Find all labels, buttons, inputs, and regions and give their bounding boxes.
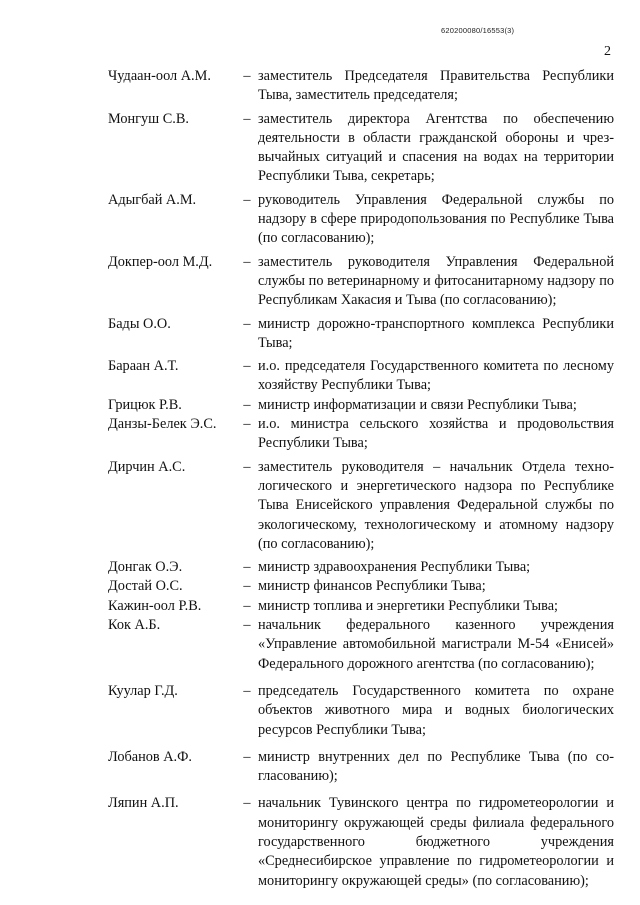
list-item [108, 577, 614, 596]
member-name: Кок А.Б. [108, 617, 161, 634]
member-name: Адыгбай А.М. [108, 191, 197, 208]
list-item [108, 458, 614, 554]
list-item [108, 396, 614, 415]
separator-dash: – [243, 68, 251, 84]
member-role: министр топлива и энергетики Республики Тыва; [258, 597, 559, 614]
members-list [108, 67, 614, 891]
member-name: Куулар Г.Д. [108, 682, 178, 699]
separator-dash: – [243, 358, 251, 375]
member-role: министр внутренних дел по Республике Тыва (по согласованию); [258, 748, 614, 785]
member-role: заместитель руководителя Управления Федеральной службы по ветеринарному и фитосанитарному надзору по Республикам Хакасия и Тыва (по согласованию); [258, 253, 614, 309]
separator-dash: – [243, 682, 251, 699]
member-name: Лобанов А.Ф. [108, 748, 193, 765]
list-item [108, 357, 614, 396]
list-item [108, 682, 614, 740]
separator-dash: – [243, 748, 251, 765]
separator-dash: – [243, 597, 251, 614]
member-role: председатель Государственного комитета по охране объектов животного мира и водных биологических ресурсов Республики Тыва; [258, 682, 614, 738]
member-role: и.о. председателя Государственного комитета по лесному хозяйству Республики Тыва; [258, 358, 614, 394]
member-role: министр информатизации и связи Республики Тыва; [258, 396, 577, 413]
member-role: и.о. министра сельского хозяйства и продовольствия Республики Тыва; [258, 416, 614, 452]
separator-dash: – [243, 617, 251, 634]
separator-dash: – [243, 191, 251, 208]
list-item [108, 597, 614, 616]
list-item [108, 315, 614, 354]
separator-dash: – [243, 795, 251, 812]
separator-dash: – [243, 578, 251, 595]
member-role: начальник федерального казенного учреждения «Управление автомобильной магистрали М-54 «Енисей» Федерального дорожного агентства (по согласованию); [258, 617, 614, 672]
page-number: 2 [604, 44, 611, 59]
member-role: министр финансов Республики Тыва; [258, 578, 486, 595]
document-id: 620200080/16553(3) [441, 26, 515, 35]
member-name: Бараан А.Т. [108, 358, 179, 375]
list-item [108, 110, 614, 187]
member-name: Дирчин А.С. [108, 458, 186, 475]
member-role: министр дорожно-транспортного комплекса Республики Тыва; [258, 315, 614, 351]
list-item [108, 253, 614, 311]
separator-dash: – [243, 315, 251, 332]
member-role: заместитель Председателя Правительства Республики Тыва, заместитель председателя; [258, 68, 614, 104]
member-name: Достай О.С. [108, 578, 183, 595]
member-name: Монгуш С.В. [108, 110, 189, 127]
list-item [108, 558, 614, 577]
list-item [108, 415, 614, 454]
member-name: Ляпин А.П. [108, 795, 179, 812]
separator-dash: – [243, 396, 251, 413]
list-item [108, 794, 614, 890]
list-item [108, 191, 614, 249]
separator-dash: – [243, 110, 251, 127]
member-name: Кажин-оол Р.В. [108, 597, 202, 614]
separator-dash: – [243, 458, 251, 475]
member-role: начальник Тувинского центра по гидрометеорологии и мониторингу окружающей среды филиала федерального государственного бюджетного учреждения «Среднесибирское управление по гидрометеорологии и мониторингу окружающей среды» (по согласованию); [258, 795, 614, 889]
separator-dash: – [243, 416, 251, 433]
separator-dash: – [243, 253, 251, 270]
member-role: заместитель директора Агентства по обеспечению деятельности в области гражданской обороны и чрезвычайных ситуаций и спасения на водах на территории Республики Тыва, секретарь; [258, 110, 614, 185]
separator-dash: – [243, 559, 251, 576]
member-role: заместитель руководителя – начальник Отдела технологического и энергетического надзора по Республике Тыва Енисейского управления Федеральной службы по экологическому, технологическому и атомному надзору (по согласованию); [258, 458, 614, 552]
member-name: Докпер-оол М.Д. [108, 253, 213, 270]
member-name: Данзы-Белек Э.С. [108, 416, 217, 433]
member-role: министр здравоохранения Республики Тыва; [258, 559, 531, 576]
member-name: Грицюк Р.В. [108, 396, 182, 413]
list-item [108, 67, 614, 106]
member-role: руководитель Управления Федеральной службы по надзору в сфере природопользования по Республике Тыва (по согласованию); [258, 191, 614, 247]
list-item [108, 616, 614, 674]
member-name: Бады О.О. [108, 315, 171, 332]
list-item [108, 748, 614, 787]
member-name: Чудаан-оол А.М. [108, 68, 211, 84]
member-name: Донгак О.Э. [108, 559, 183, 576]
